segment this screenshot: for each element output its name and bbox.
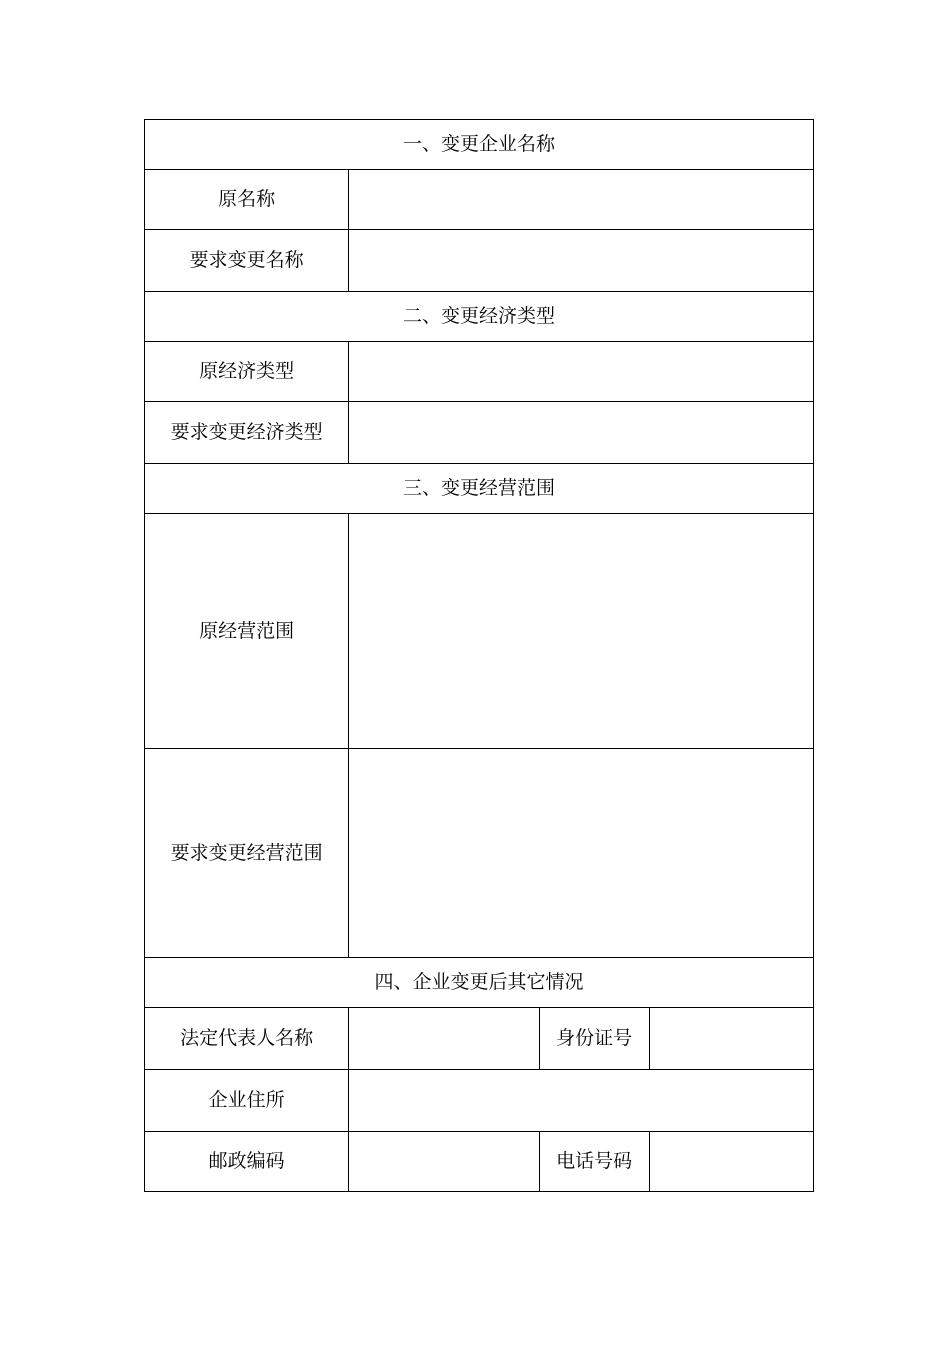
section-2-title: 二、变更经济类型 xyxy=(145,292,814,342)
postal-code-label: 邮政编码 xyxy=(145,1132,349,1192)
section-3-title: 三、变更经营范围 xyxy=(145,464,814,514)
original-business-scope-label: 原经营范围 xyxy=(145,514,349,749)
requested-business-scope-row xyxy=(145,749,814,958)
enterprise-address-field[interactable] xyxy=(349,1070,814,1132)
requested-business-scope-label: 要求变更经营范围 xyxy=(145,749,349,958)
legal-representative-field[interactable] xyxy=(349,1008,539,1070)
enterprise-address-label: 企业住所 xyxy=(145,1070,349,1132)
requested-business-scope-field[interactable] xyxy=(349,749,814,958)
section-2-header-row xyxy=(145,292,814,342)
legal-representative-label: 法定代表人名称 xyxy=(145,1008,349,1070)
requested-name-row xyxy=(145,230,814,292)
requested-name-label: 要求变更名称 xyxy=(145,230,349,292)
requested-name-field[interactable] xyxy=(349,230,814,292)
requested-economic-type-field[interactable] xyxy=(349,402,814,464)
section-4-title: 四、企业变更后其它情况 xyxy=(145,958,814,1008)
original-name-label: 原名称 xyxy=(145,170,349,230)
original-name-row xyxy=(145,170,814,230)
original-economic-type-label: 原经济类型 xyxy=(145,342,349,402)
original-name-field[interactable] xyxy=(349,170,814,230)
enterprise-address-row xyxy=(145,1070,814,1132)
section-4-header-row xyxy=(145,958,814,1008)
original-business-scope-field[interactable] xyxy=(349,514,814,749)
requested-economic-type-label: 要求变更经济类型 xyxy=(145,402,349,464)
section-1-header-row xyxy=(145,120,814,170)
original-economic-type-row xyxy=(145,342,814,402)
section-1-title: 一、变更企业名称 xyxy=(145,120,814,170)
phone-number-label: 电话号码 xyxy=(539,1132,649,1192)
original-business-scope-row xyxy=(145,514,814,749)
postal-phone-row xyxy=(145,1132,814,1192)
original-economic-type-field[interactable] xyxy=(349,342,814,402)
section-3-header-row xyxy=(145,464,814,514)
id-number-field[interactable] xyxy=(649,1008,813,1070)
phone-number-field[interactable] xyxy=(649,1132,813,1192)
legal-representative-row xyxy=(145,1008,814,1070)
id-number-label: 身份证号 xyxy=(539,1008,649,1070)
postal-code-field[interactable] xyxy=(349,1132,539,1192)
enterprise-change-form xyxy=(144,119,814,1192)
requested-economic-type-row xyxy=(145,402,814,464)
